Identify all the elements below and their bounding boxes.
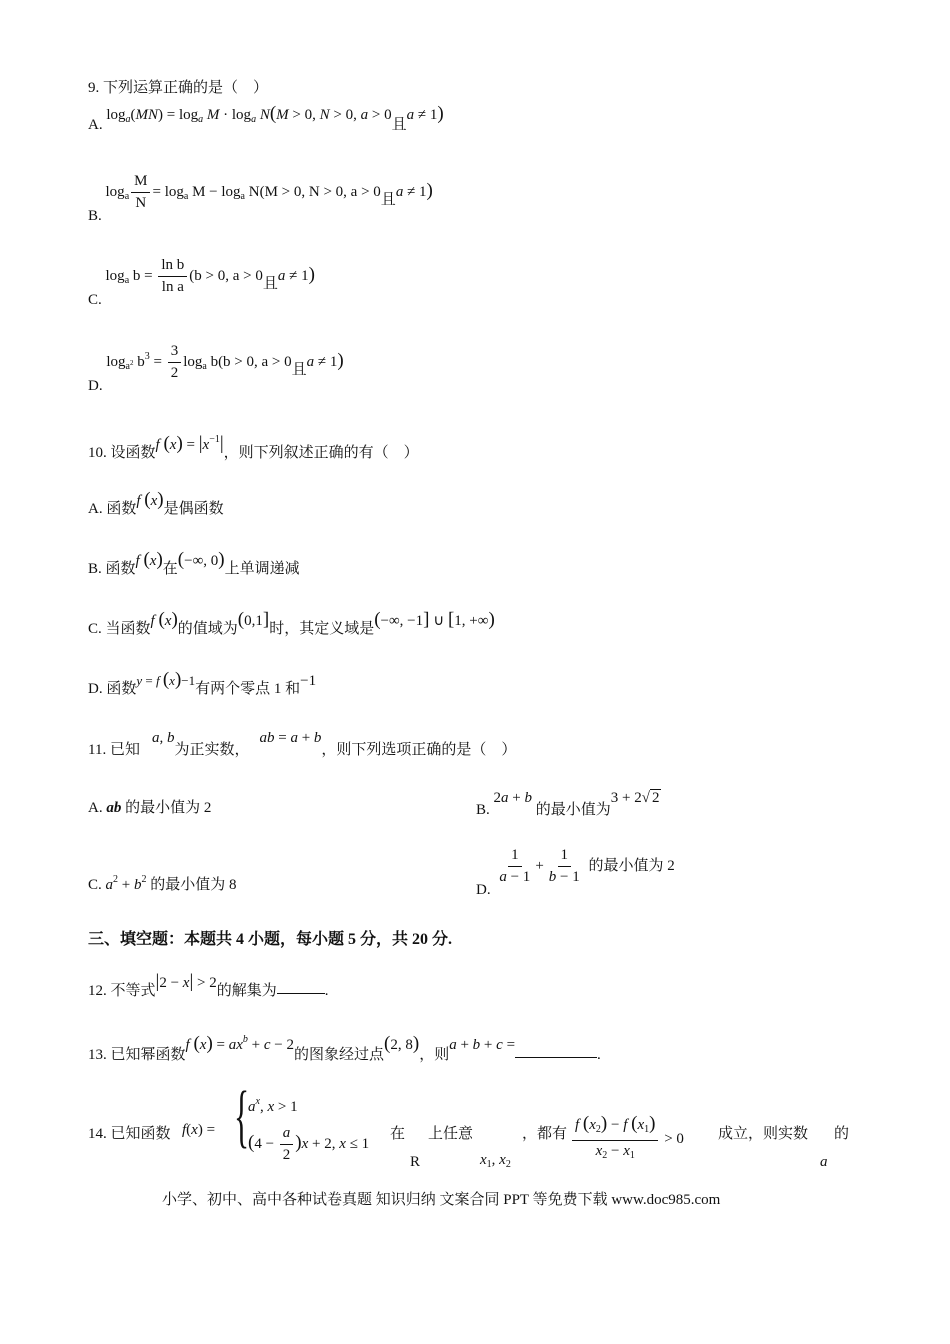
q12-pre: 12. 不等式 [88,983,156,999]
q12-post: 的解集为 [216,983,277,999]
q14-post: 成立，则实数 [718,1126,809,1142]
q14-have: ，都有 [522,1126,568,1142]
q11-stem-mid: 为正实数， [174,742,250,758]
q10-stem [88,430,419,461]
q10-c-mid: 的值域为 [177,621,238,637]
q11-option-a [88,798,211,818]
q9-d-tail: 且 [291,361,307,378]
q11-option-d: D. $\frac{1}{a - 1}$ + $\frac{1}{b - 1}$ 的最小值为 2 [476,847,675,898]
q10-d-post: 有两个零点 1 和 [195,681,301,697]
q9-option-a: A. $\log_a(MN) = \log_a M \cdot \log_a N(M > 0$, N > 0, a > 0且a ≠ 1) [88,103,444,133]
q9-a-label: A. [88,117,103,133]
q11-d-label: D. [476,881,491,898]
q9-b-tail: 且 [380,191,396,208]
q12-answer-blank[interactable] [277,993,325,994]
q11-a-var: ab [106,800,122,816]
q14-a: a [820,1154,828,1170]
q9-d-formula: $\log_{a^2} b^3$ = $\frac{3}{2}$ $\log_a b(b > 0$, a > 0 [106,343,292,381]
q9-option-c: C. $\log_a b$ = $\frac{\text{ln b}}{\text{ln a}}$ (b > 0, a > 0且a ≠ 1) [88,257,315,308]
q14-r: R [410,1154,421,1170]
q11-option-c: C. $a^2 + b^2$ 的最小值为 8 [88,874,237,893]
q13-mid2: ，则 [419,1047,450,1063]
q11-a-label: A. [88,800,103,816]
q10-b-post: 上单调递减 [224,561,300,577]
q14-ineq: $\frac{f (x_2) - f (x_1)}{x_2 - x_1}$ > 0 [570,1114,684,1165]
q9-option-b: B. $\log_a$ $\frac{M}{N}$ = $\log_a M - \log_a N(M > 0$, N > 0, a > 0且a ≠ 1) [88,173,433,224]
q11-stem-post: ，则下列选项正确的是（ ） [321,742,517,758]
q14-x1x2: $x_1$, $x_2$ [480,1152,511,1170]
section-heading: 三、填空题：本题共 4 小题，每小题 5 分，共 20 分. [88,931,453,948]
q13: 13. 已知幂函数f $(x) = ax^b + c - 2$的图象经过点(2, 8)，则a + b + c =. [88,1033,601,1063]
q10-stem-post: ，则下列叙述正确的有（ ） [223,445,419,461]
q10-c-pre: C. 当函数 [88,621,151,637]
q14-de: 的 [834,1126,850,1142]
q12-end: . [324,983,329,999]
q11-c-post: 的最小值为 8 [146,877,237,893]
q13-answer-blank[interactable] [515,1057,597,1058]
page-footer: 小学、初中、高中各种试卷真题 知识归纳 文案合同 PPT 等免费下载 www.doc985.com [162,1192,721,1208]
q9-c-tail: 且 [262,275,278,292]
q10-stem-pre: 10. 设函数 [88,445,156,461]
q10-d-pre: D. 函数 [88,681,137,697]
q9-a-formula: $\log_a(MN) = \log_a M \cdot \log_a N(M > 0$, N > 0, a > 0 [106,103,392,125]
q11-stem: 11. 已知a, b为正实数，ab = a + b，则下列选项正确的是（ ） [88,730,517,758]
q9-option-d: D. $\log_{a^2} b^3$ = $\frac{3}{2}$ $\log_a b(b > 0$, a > 0且a ≠ 1) [88,343,344,394]
q10-b-mid: 在 [162,561,178,577]
q10-option-a: A. 函数f (x)是偶函数 [88,489,224,517]
q11-b-post: 的最小值为 [535,802,611,818]
q9-d-label: D. [88,377,103,394]
q14-fx: f(x) = [182,1122,216,1138]
q14-pre: 14. 已知函数 [88,1126,171,1142]
q10-option-c: C. 当函数f (x)的值域为(0,1]时，其定义域是(−∞, −1] ∪ [1, +∞) [88,609,495,637]
q10-function: f $(x) = |x^{-1}|$ [155,433,224,454]
q9-c-label: C. [88,291,102,308]
q10-c-mid2: 时，其定义域是 [269,621,375,637]
q14-case1: $a^x$, x > 1 [248,1096,298,1115]
q9-a-tail: 且 [391,117,407,133]
q9-stem: 9. 下列运算正确的是（ ） [88,80,269,96]
q11-b-label: B. [476,802,490,818]
q12: 12. 不等式|2 − x| > 2的解集为 . [88,971,329,999]
q10-b-pre: B. 函数 [88,561,136,577]
q10-option-d: D. 函数y = f (x)−1有两个零点 1 和−1 [88,669,317,697]
q13-pre: 13. 已知幂函数 [88,1047,186,1063]
q10-a-post: 是偶函数 [163,501,224,517]
q11-c-label: C. [88,877,102,893]
q13-end: . [597,1047,601,1063]
q9-b-formula: $\log_a$ $\frac{M}{N}$ = $\log_a M - \log_a N(M > 0$, N > 0, a > 0 [105,173,381,211]
q10-option-b: B. 函数f (x)在(−∞, 0)上单调递减 [88,549,300,577]
q14-any: 上任意 [428,1126,474,1142]
q9-c-formula: $\log_a b$ = $\frac{\text{ln b}}{\text{ln a}}$ (b > 0, a > 0 [105,257,263,295]
q11-d-post: 的最小值为 2 [584,857,675,874]
q9-b-label: B. [88,207,102,224]
q10-a-pre: A. 函数 [88,501,137,517]
q11-stem-pre: 11. 已知 [88,742,140,758]
q14-brace: { [234,1078,250,1155]
q11-a-post: 的最小值为 2 [121,800,212,816]
q13-mid: 的图象经过点 [294,1047,385,1063]
q11-option-b: B. 2a + b 的最小值为3 + 2√ 2 [476,790,660,818]
q14-in: 在 [390,1126,406,1142]
q14-case2: (4 − $\frac{a}{2}$ )x + 2, x ≤ 1 [248,1125,370,1163]
